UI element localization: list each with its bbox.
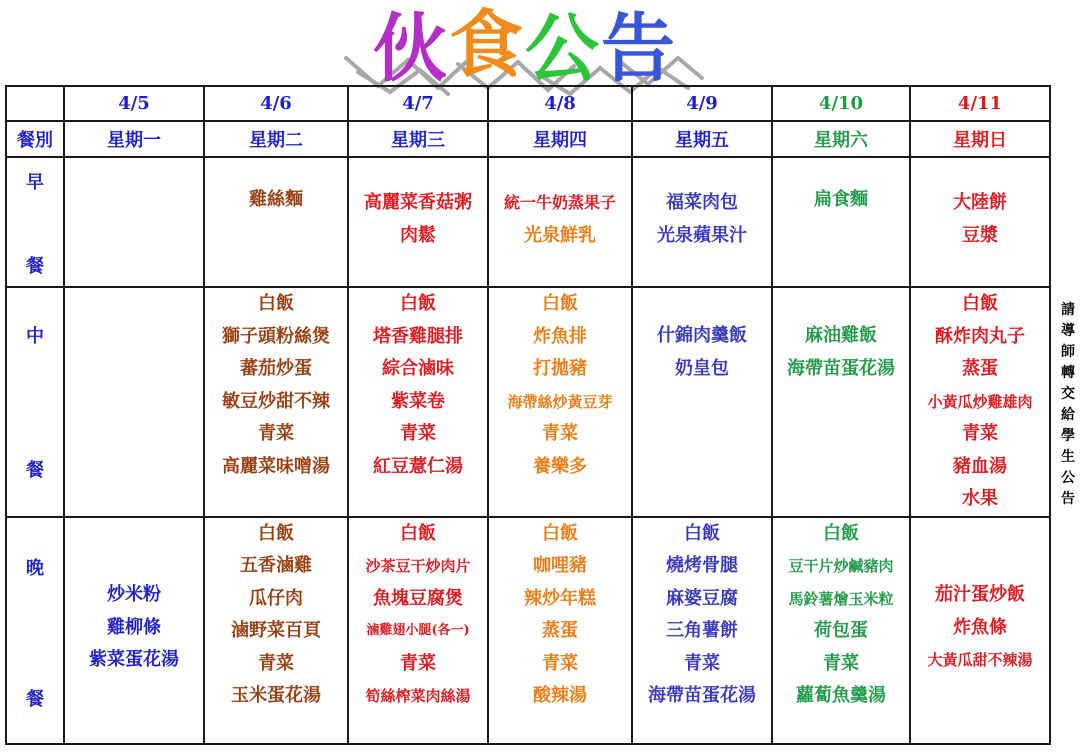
- dinner-cell: [488, 517, 632, 744]
- date-cell: 4/6: [204, 86, 348, 121]
- menu-item: 酸辣湯: [533, 685, 587, 706]
- menu-item: 獅子頭粉絲煲: [222, 325, 330, 347]
- weekday-cell: 星期五: [632, 121, 772, 157]
- dinner-cell: [64, 517, 204, 744]
- menu-item: 青菜: [684, 652, 720, 674]
- menu-item: 豆漿: [962, 224, 998, 246]
- menu-item: 豆干片炒鹹豬肉: [788, 557, 894, 575]
- side-note-char: 給: [1061, 407, 1075, 423]
- menu-item: 海帶苗蛋花湯: [787, 357, 895, 379]
- menu-item: 打拋豬: [533, 358, 587, 379]
- side-note-char: 生: [1061, 449, 1075, 465]
- lunch-row: [6, 287, 1050, 517]
- menu-item: 蘿蔔魚羹湯: [796, 685, 886, 706]
- lunch-label: [6, 287, 64, 517]
- dinner-label: [6, 517, 64, 744]
- menu-item: 雞絲麵: [249, 189, 303, 210]
- meal-column-header: 餐別: [6, 121, 64, 157]
- menu-item: 白飯: [258, 293, 294, 314]
- menu-item: 青菜: [258, 423, 294, 444]
- menu-item: 紫菜卷: [391, 390, 445, 412]
- menu-item: 魚塊豆腐煲: [373, 587, 463, 609]
- menu-item: 青菜: [823, 652, 859, 674]
- side-note-char: 告: [1061, 491, 1075, 507]
- breakfast-cell: [488, 157, 632, 287]
- menu-item: 咖哩豬: [533, 555, 587, 576]
- menu-item: 青菜: [258, 652, 294, 674]
- menu-item: 青菜: [400, 652, 436, 674]
- title-char: 告: [601, 6, 677, 92]
- dinner-cell: [348, 517, 488, 744]
- menu-item: 紫菜蛋花湯: [89, 649, 179, 671]
- menu-item: 小黃瓜炒雞雄肉: [927, 392, 1033, 411]
- menu-item: 滷野菜百頁: [231, 620, 321, 641]
- title-char: 食: [449, 2, 525, 88]
- menu-item: 麻婆豆腐: [666, 587, 738, 609]
- weekday-header-row: [6, 121, 1050, 157]
- side-note-char: 導: [1061, 323, 1075, 339]
- menu-item: 白飯: [823, 522, 859, 544]
- menu-item: 酥炸肉丸子: [935, 325, 1025, 347]
- breakfast-label: [6, 157, 64, 287]
- date-cell: 4/10: [772, 86, 910, 121]
- weekday-cell: 星期日: [910, 121, 1050, 157]
- date-cell: 4/7: [348, 86, 488, 121]
- lunch-cell: [910, 287, 1050, 517]
- menu-item: 紅豆薏仁湯: [373, 455, 463, 477]
- menu-item: 白飯: [400, 522, 436, 544]
- date-cell: 4/8: [488, 86, 632, 121]
- breakfast-cell: [348, 157, 488, 287]
- menu-item: 蒸蛋: [542, 620, 578, 641]
- side-note-char: 公: [1061, 470, 1075, 486]
- breakfast-cell: [632, 157, 772, 287]
- lunch-cell: [632, 287, 772, 517]
- meal-label-bottom: 餐: [26, 459, 44, 481]
- lunch-cell: [772, 287, 910, 517]
- menu-item: 炸魚條: [953, 616, 1007, 638]
- menu-item: 青菜: [962, 423, 998, 444]
- breakfast-row: [6, 157, 1050, 287]
- meal-label-bottom: 餐: [26, 256, 44, 277]
- menu-item: 大陸餅: [953, 192, 1007, 213]
- menu-item: 青菜: [542, 423, 578, 444]
- menu-item: 白飯: [542, 522, 578, 544]
- meal-label-top: 早: [26, 172, 44, 193]
- menu-item: 青菜: [400, 423, 436, 444]
- weekday-cell: 星期四: [488, 121, 632, 157]
- menu-item: 瓜仔肉: [249, 587, 303, 609]
- menu-table: [5, 85, 1051, 745]
- title-banner: [330, 4, 720, 96]
- menu-item: 綜合滷味: [382, 358, 454, 379]
- weekday-cell: 星期二: [204, 121, 348, 157]
- menu-item: 馬鈴薯燴玉米粒: [788, 589, 894, 608]
- lunch-cell: [348, 287, 488, 517]
- menu-item: 麻油雞飯: [805, 325, 877, 346]
- menu-item: 海帶絲炒黃豆芽: [507, 392, 613, 411]
- dinner-cell: [204, 517, 348, 744]
- side-note-char: 請: [1061, 302, 1075, 318]
- menu-item: 福菜肉包: [666, 192, 738, 213]
- lunch-cell: [64, 287, 204, 517]
- meal-label-top: 中: [26, 326, 44, 347]
- menu-item: 奶皇包: [675, 357, 729, 379]
- side-note-char: 學: [1061, 428, 1075, 444]
- meal-label-bottom: 餐: [26, 688, 44, 710]
- menu-item: 白飯: [400, 293, 436, 314]
- weekday-cell: 星期一: [64, 121, 204, 157]
- menu-item: 三角薯餅: [666, 620, 738, 641]
- menu-item: 豬血湯: [953, 455, 1007, 477]
- menu-item: 炒米粉: [107, 584, 161, 606]
- menu-item: 塔香雞腿排: [373, 325, 463, 347]
- menu-item: 辣炒年糕: [524, 587, 596, 609]
- side-note-char: 師: [1061, 344, 1075, 360]
- menu-item: 光泉蘋果汁: [657, 224, 747, 246]
- menu-item: 茄汁蛋炒飯: [935, 584, 1025, 606]
- menu-item: 統一牛奶蒸果子: [503, 193, 616, 212]
- menu-item: 白飯: [542, 293, 578, 314]
- page-title: [330, 4, 720, 94]
- menu-item: 光泉鮮乳: [524, 224, 596, 246]
- menu-item: 五香滷雞: [240, 555, 312, 576]
- weekday-cell: 星期三: [348, 121, 488, 157]
- menu-item: 蕃茄炒蛋: [240, 358, 312, 379]
- date-cell: 4/5: [64, 86, 204, 121]
- menu-item: 高麗菜香菇粥: [364, 192, 472, 213]
- date-cell: 4/11: [910, 86, 1050, 121]
- title-char: 伙: [373, 6, 449, 92]
- menu-item: 肉鬆: [400, 224, 436, 246]
- menu-item: 敏豆炒甜不辣: [222, 390, 330, 412]
- side-note-char: 交: [1061, 386, 1075, 402]
- dinner-cell: [632, 517, 772, 744]
- breakfast-cell: [772, 157, 910, 287]
- menu-item: 筍絲榨菜肉絲湯: [365, 687, 471, 705]
- menu-item: 滷雞翅小腿(各一): [366, 623, 470, 638]
- menu-item: 炸魚排: [533, 325, 587, 347]
- meal-label-top: 晚: [26, 557, 44, 579]
- menu-item: 蒸蛋: [962, 358, 998, 379]
- side-note-char: 轉: [1061, 365, 1075, 381]
- menu-item: 什錦肉羹飯: [657, 325, 747, 346]
- breakfast-cell: [910, 157, 1050, 287]
- lunch-cell: [204, 287, 348, 517]
- menu-item: 白飯: [258, 522, 294, 544]
- menu-item: 燒烤骨腿: [666, 555, 738, 576]
- menu-item: 白飯: [684, 522, 720, 544]
- menu-item: 扁食麵: [814, 189, 868, 210]
- menu-item: 白飯: [962, 293, 998, 314]
- menu-item: 沙茶豆干炒肉片: [365, 557, 471, 575]
- dinner-cell: [910, 517, 1050, 744]
- menu-item: 雞柳條: [107, 616, 161, 638]
- side-note: [1057, 300, 1079, 510]
- breakfast-cell: [204, 157, 348, 287]
- corner-cell: [6, 86, 64, 121]
- lunch-cell: [488, 287, 632, 517]
- date-header-row: [6, 86, 1050, 121]
- title-char: 公: [525, 6, 601, 92]
- menu-item: 荷包蛋: [814, 620, 868, 641]
- dinner-row: [6, 517, 1050, 744]
- menu-item: 水果: [962, 488, 998, 509]
- date-cell: 4/9: [632, 86, 772, 121]
- weekday-cell: 星期六: [772, 121, 910, 157]
- menu-item: 高麗菜味噌湯: [222, 455, 330, 477]
- menu-item: 海帶苗蛋花湯: [648, 685, 756, 706]
- dinner-cell: [772, 517, 910, 744]
- menu-item: 大黃瓜甜不辣湯: [927, 651, 1033, 670]
- breakfast-cell: [64, 157, 204, 287]
- menu-item: 青菜: [542, 652, 578, 674]
- menu-item: 玉米蛋花湯: [231, 685, 321, 706]
- menu-item: 養樂多: [533, 455, 587, 477]
